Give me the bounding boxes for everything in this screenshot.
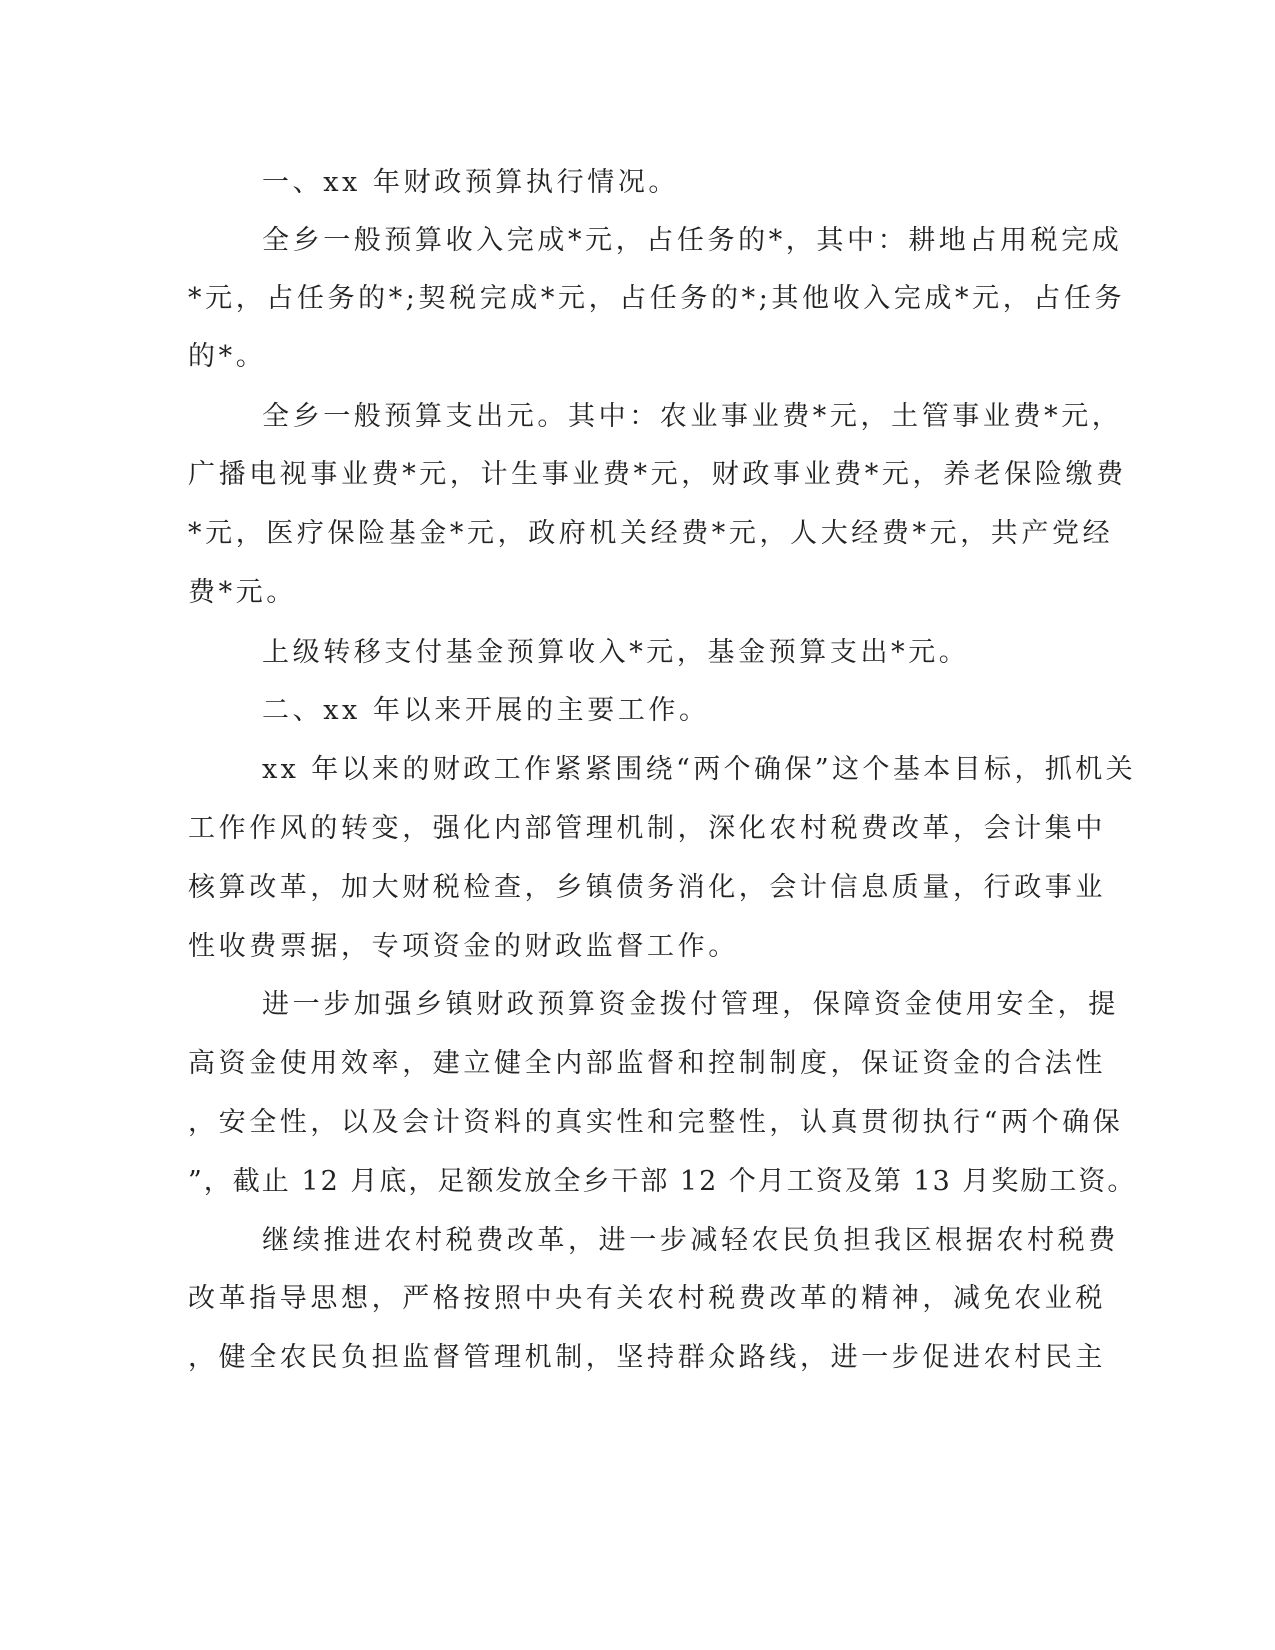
- paragraph-line: *元，医疗保险基金*元，政府机关经费*元，人大经费*元，共产党经: [188, 518, 1114, 549]
- paragraph-line: *元，占任务的*;契税完成*元，占任务的*;其他收入完成*元，占任务: [188, 283, 1126, 314]
- section-heading-2: 二、xx 年以来开展的主要工作。: [262, 695, 710, 726]
- paragraph-line: 工作作风的转变，强化内部管理机制，深化农村税费改革，会计集中: [188, 813, 1106, 844]
- paragraph-line: ，健全农民负担监督管理机制，坚持群众路线，进一步促进农村民主: [188, 1342, 1106, 1373]
- paragraph-line: 的*。: [188, 341, 267, 372]
- paragraph-line: ”，截止 12 月底，足额发放全乡干部 12 个月工资及第 13 月奖励工资。: [188, 1166, 1137, 1197]
- paragraph-line: 上级转移支付基金预算收入*元，基金预算支出*元。: [262, 637, 970, 668]
- paragraph-line: 改革指导思想，严格按照中央有关农村税费改革的精神，减免农业税: [188, 1283, 1106, 1314]
- paragraph-line: 费*元。: [188, 577, 297, 608]
- paragraph-line: 性收费票据，专项资金的财政监督工作。: [188, 931, 739, 962]
- paragraph-line: 核算改革，加大财税检查，乡镇债务消化，会计信息质量，行政事业: [188, 872, 1106, 903]
- paragraph-line: 全乡一般预算收入完成*元，占任务的*，其中：耕地占用税完成: [262, 225, 1123, 256]
- paragraph-line: 全乡一般预算支出元。其中：农业事业费*元，土管事业费*元，: [262, 401, 1123, 432]
- paragraph-line: xx 年以来的财政工作紧紧围绕“两个确保”这个基本目标，抓机关: [262, 754, 1137, 785]
- paragraph-line: ，安全性，以及会计资料的真实性和完整性，认真贯彻执行“两个确保: [188, 1107, 1124, 1138]
- paragraph-line: 广播电视事业费*元，计生事业费*元，财政事业费*元，养老保险缴费: [188, 459, 1127, 490]
- paragraph-line: 继续推进农村税费改革，进一步减轻农民负担我区根据农村税费: [262, 1225, 1119, 1256]
- paragraph-line: 进一步加强乡镇财政预算资金拨付管理，保障资金使用安全，提: [262, 989, 1119, 1020]
- section-heading-1: 一、xx 年财政预算执行情况。: [262, 167, 680, 198]
- paragraph-line: 高资金使用效率，建立健全内部监督和控制制度，保证资金的合法性: [188, 1048, 1106, 1079]
